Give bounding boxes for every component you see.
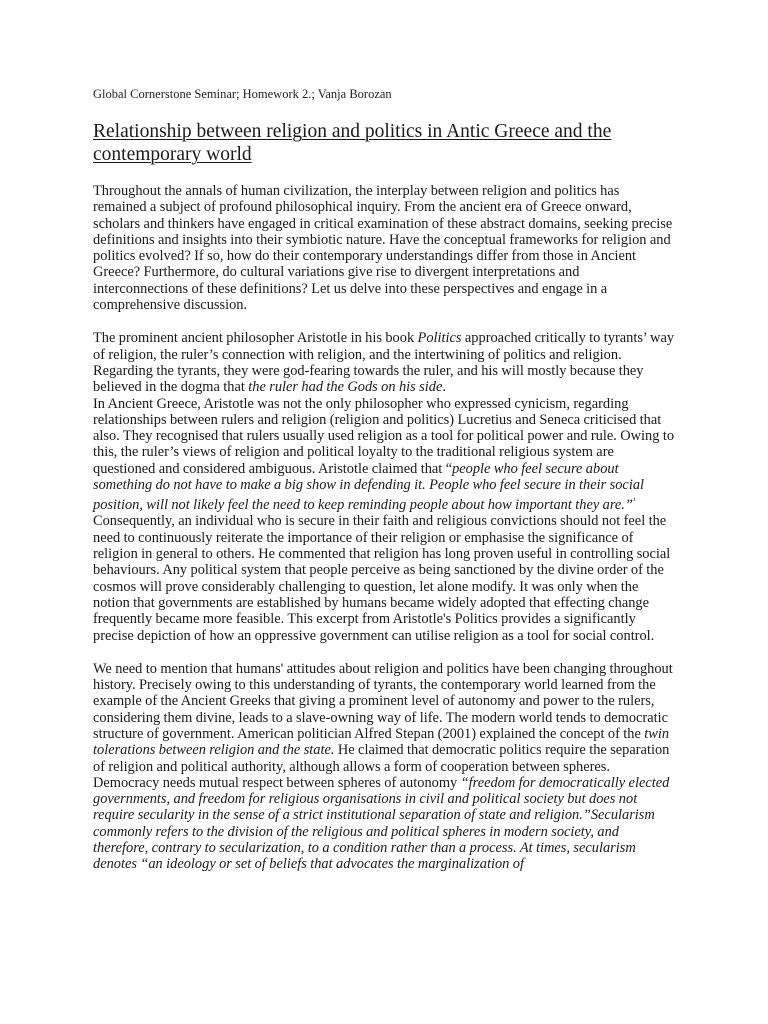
document-title: Relationship between religion and politics in Antic Greece and the contemporary world: [93, 121, 612, 165]
stepan-quote: “freedom for democratically elected governments, and freedom for religious organisations in civil and political society but does not require secularity in the sense of a strict institutional separation of state and religion.”Secularism commonly refers to the division of the religious and political spheres in modern society, and therefore, contrary to secularization, to a condition rather than a process. At times, secularism denotes “an ideology or set of beliefs that advocates the marginalization of: [93, 774, 670, 873]
paragraph-intro-text: Throughout the annals of human civilization, the interplay between religion and politics has remained a subject of profound philosophical inquiry. From the ancient era of Greece onward, scholars and thinkers have engaged in critical examination of these abstract domains, seeking precise definitions and insights into their symbiotic nature. Have the conceptual frameworks for religion and politics evolved? If so, how do their contemporary understandings differ from those in Ancient Greece? Furthermore, do cultural variations give rise to divergent interpretations and interconnections of these definitions? Let us delve into these perspectives and engage in a comprehensive discussion.: [93, 183, 673, 314]
paragraph-cynicism-text-a: In Ancient Greece, Aristotle was not the only philosopher who expressed cynicism, regarding relationships between rulers and religion (religion and politics) Lucretius and Seneca criticised that also. They recognised that rulers usually used religion as a tool for political power and rule. Owing to this, the ruler’s views of religion and political loyalty to the traditional religious system are questioned and considered ambiguous. Aristotle claimed that “: [93, 395, 675, 477]
paragraph-aristotle: [93, 330, 675, 395]
paragraph-cynicism: [93, 396, 675, 644]
gods-dogma-quote: the ruler had the Gods on his side: [248, 379, 443, 396]
paragraph-modern: [93, 661, 675, 873]
paragraph-intro: [93, 183, 675, 313]
footnote-marker: ¹: [632, 496, 636, 506]
document-header: Global Cornerstone Seminar; Homework 2.; Vanja Borozan: [93, 87, 392, 101]
twin-tolerations-phrase: twin tolerations between religion and the state.: [93, 726, 670, 759]
paragraph-aristotle-text-c: approached critically to tyrants’ way of religion, the ruler’s connection with religion, and the intertwining of politics and religion. Regarding the tyrants, they were god-fearing towards the ruler, and his will mostly because they believed in the dogma that: [93, 330, 675, 396]
paragraph-aristotle-text-e: .: [442, 379, 446, 396]
document-page: [93, 86, 675, 873]
paragraph-modern-text-c: He claimed that democratic politics require the separation of religion and political authority, although allows a form of cooperation between spheres. Democracy needs mutual respect between spheres of autonomy: [93, 742, 670, 791]
aristotle-quote: people who feel secure about something do not have to make a big show in defending it. People who feel secure in their social position, will not likely feel the need to keep reminding people about how important they are.”: [93, 460, 645, 514]
paragraph-modern-text-a: We need to mention that humans' attitudes about religion and politics have been changing throughout history. Precisely owing to this understanding of tyrants, the contemporary world learned from the example of the Ancient Greeks that giving a prominent level of autonomy and power to the rulers, considering them divine, leads to a slave-owning way of life. The modern world tends to democratic structure of government. American politician Alfred Stepan (2001) explained the concept of the: [93, 660, 673, 742]
paragraph-aristotle-text-a: The prominent ancient philosopher Aristotle in his book: [93, 330, 418, 347]
politics-book-title: Politics: [417, 330, 462, 347]
paragraph-cynicism-text-d: Consequently, an individual who is secure in their faith and religious convictions should not feel the need to continuously reiterate the importance of their religion or emphasise the significance of religion in general to others. He commented that religion has long proven useful in controlling social behaviours. Any political system that people perceive as being sanctioned by the divine order of the cosmos will prove considerably challenging to question, let alone modify. It was only when the notion that governments are established by humans became widely adopted that effecting change frequently became more feasible. This excerpt from Aristotle's Politics provides a significantly precise depiction of how an oppressive government can utilise religion as a tool for social control.: [93, 513, 671, 644]
